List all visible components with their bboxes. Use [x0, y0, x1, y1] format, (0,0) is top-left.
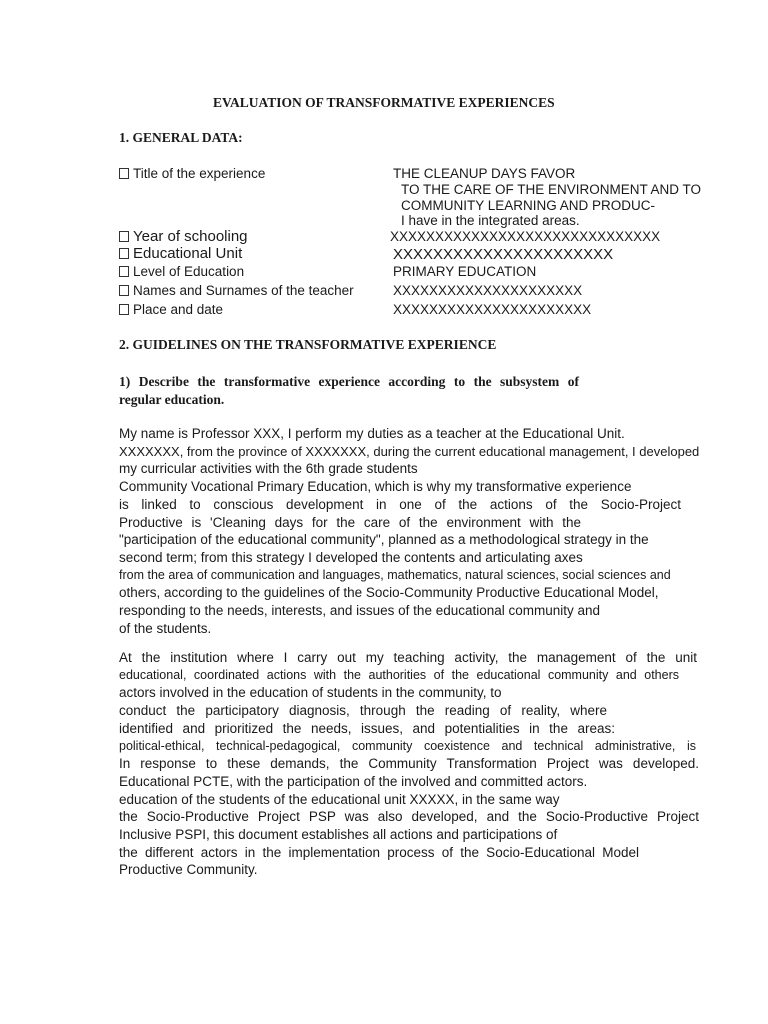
bullet-box-icon: [119, 304, 129, 315]
label-text: Educational Unit: [133, 245, 243, 262]
paragraph-line: the Socio-Productive Project PSP was also developed, and the Socio-Productive Project: [119, 809, 699, 825]
paragraph-line: "participation of the educational community", planned as a methodological strategy in the: [119, 532, 649, 548]
paragraph-line: educational, coordinated actions with the authorities of the educational community and others: [119, 667, 679, 682]
paragraph-line: the different actors in the implementation process of the Socio-Educational Model: [119, 844, 639, 860]
paragraph-line: XXXXXXX, from the province of XXXXXXX, during the current educational management, I developed: [119, 443, 700, 459]
paragraph-line: My name is Professor XXX, I perform my duties as a teacher at the Educational Unit.: [119, 426, 625, 441]
paragraph-2: [119, 649, 720, 879]
paragraph-line: identified and prioritized the needs, issues, and potentialities in the areas:: [119, 720, 615, 736]
bullet-box-icon: [119, 266, 129, 277]
field-value-title-line2: TO THE CARE OF THE ENVIRONMENT AND TO: [401, 182, 702, 197]
field-label-title: [119, 166, 265, 181]
paragraph-line: At the institution where I carry out my teaching activity, the management of the unit: [119, 650, 697, 665]
label-text: Place and date: [133, 302, 224, 317]
paragraph-line: Productive Community.: [119, 862, 258, 878]
paragraph-line: Community Vocational Primary Education, which is why my transformative experience: [119, 479, 632, 495]
field-value-place: XXXXXXXXXXXXXXXXXXXXXX: [393, 302, 592, 317]
section-heading-guidelines: 2. GUIDELINES ON THE TRANSFORMATIVE EXPERIENCE: [119, 337, 497, 352]
paragraph-line: conduct the participatory diagnosis, through the reading of reality, where: [119, 703, 607, 719]
field-label-level: [119, 264, 244, 279]
paragraph-line: second term; from this strategy I developed the contents and articulating axes: [119, 549, 583, 565]
field-value-unit: XXXXXXXXXXXXXXXXXXXXXX: [393, 246, 614, 263]
bullet-box-icon: [119, 248, 129, 259]
field-value-teacher: XXXXXXXXXXXXXXXXXXXXX: [393, 283, 583, 298]
section-heading-general-data: 1. GENERAL DATA:: [119, 130, 243, 145]
document-title: EVALUATION OF TRANSFORMATIVE EXPERIENCES: [213, 95, 555, 110]
paragraph-line: others, according to the guidelines of the Socio-Community Productive Educational Model,: [119, 585, 659, 601]
field-label-unit: [119, 245, 242, 262]
paragraph-1: [119, 425, 720, 637]
field-label-year: [119, 228, 248, 245]
paragraph-line: Educational PCTE, with the participation of the involved and committed actors.: [119, 773, 588, 789]
paragraph-line: is linked to conscious development in one of the actions of the Socio-Project: [119, 496, 681, 512]
question-1: 1) Describe the transformative experience according to the subsystem of regular education.: [119, 374, 579, 407]
paragraph-line: from the area of communication and languages, mathematics, natural sciences, social sciences and: [119, 567, 671, 582]
paragraph-line: of the students.: [119, 620, 212, 636]
field-value-title-line4: I have in the integrated areas.: [401, 213, 580, 228]
field-value-year: XXXXXXXXXXXXXXXXXXXXXXXXXXXXXX: [390, 229, 661, 244]
label-text: Level of Education: [133, 264, 245, 279]
field-value-level: PRIMARY EDUCATION: [393, 264, 537, 279]
paragraph-line: Productive is 'Cleaning days for the care of the environment with the: [119, 514, 581, 530]
field-value-title-line1: THE CLEANUP DAYS FAVOR: [393, 166, 576, 181]
paragraph-line: political-ethical, technical-pedagogical, community coexistence and technical administrative, is: [119, 738, 696, 753]
paragraph-line: responding to the needs, interests, and issues of the educational community and: [119, 603, 601, 619]
paragraph-line: Inclusive PSPI, this document establishes all actions and participations of: [119, 827, 558, 843]
paragraph-line: education of the students of the educational unit XXXXX, in the same way: [119, 791, 560, 807]
paragraph-line: actors involved in the education of students in the community, to: [119, 685, 502, 701]
field-label-place: [119, 302, 223, 317]
paragraph-line: my curricular activities with the 6th grade students: [119, 461, 418, 477]
paragraph-line: In response to these demands, the Community Transformation Project was developed.: [119, 756, 699, 772]
label-text: Year of schooling: [133, 228, 248, 245]
label-text: Title of the experience: [133, 166, 266, 181]
field-value-title-line3: COMMUNITY LEARNING AND PRODUC-: [401, 198, 656, 213]
bullet-box-icon: [119, 285, 129, 296]
label-text: Names and Surnames of the teacher: [133, 283, 354, 298]
field-label-teacher: [119, 283, 354, 298]
bullet-box-icon: [119, 231, 129, 242]
bullet-box-icon: [119, 168, 129, 179]
